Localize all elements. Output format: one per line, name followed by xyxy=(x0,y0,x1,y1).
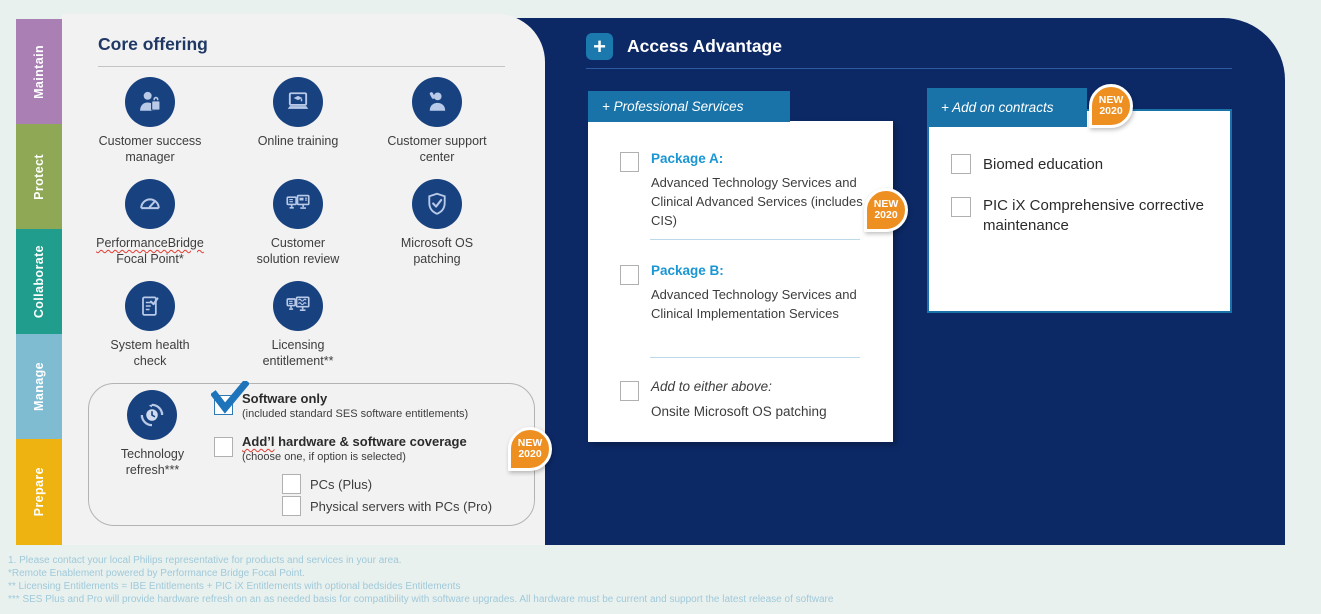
sidebar-label: Manage xyxy=(32,362,46,411)
core-item-online-training xyxy=(232,77,364,149)
sidebar-item-collaborate xyxy=(16,229,62,334)
core-item-label: patching xyxy=(413,252,461,266)
core-item-label: Focal Point* xyxy=(116,252,184,266)
addl-word: Add’l xyxy=(242,434,275,449)
access-advantage-title: Access Advantage xyxy=(627,36,782,56)
core-item-label: check xyxy=(133,354,167,368)
biomed-education-label: Biomed education xyxy=(983,156,1104,173)
plus-icon: + xyxy=(586,33,613,60)
biomed-education-checkbox[interactable] xyxy=(951,154,971,174)
sidebar-item-protect xyxy=(16,124,62,229)
pic-ix-label: PIC iX Comprehensive corrective maintenance xyxy=(983,197,1204,234)
core-item-label: Microsoft OS xyxy=(400,236,474,250)
addl-coverage-label: hardware & software coverage xyxy=(274,434,467,449)
pcs-plus-checkbox[interactable] xyxy=(282,474,301,494)
core-item-label: PerformanceBridge xyxy=(96,236,204,250)
pic-ix-checkbox[interactable] xyxy=(951,197,971,217)
software-only-label: Software only xyxy=(242,391,328,406)
tech-refresh-label: Technology xyxy=(120,447,185,461)
new-2020-badge: NEW 2020 xyxy=(508,427,552,471)
tab-add-on-contracts: + Add on contracts xyxy=(927,88,1087,127)
addl-coverage-checkbox[interactable] xyxy=(214,437,233,457)
tab-professional-services: + Professional Services xyxy=(588,91,790,122)
divider xyxy=(586,68,1232,69)
add-to-either-text: Onsite Microsoft OS patching xyxy=(651,404,827,419)
core-item-customer-support-center xyxy=(371,77,503,165)
core-item-customer-success-manager xyxy=(84,77,216,165)
add-to-either-checkbox[interactable] xyxy=(620,381,639,401)
pcs-plus-label: PCs (Plus) xyxy=(310,477,373,492)
core-item-label: center xyxy=(419,150,455,164)
dual-monitor-icon xyxy=(273,179,323,229)
addl-coverage-sub: (choose one, if option is selected) xyxy=(242,451,406,463)
core-item-label: Customer xyxy=(270,236,326,250)
core-item-customer-solution-review xyxy=(232,179,364,267)
add-to-either-title: Add to either above: xyxy=(651,379,772,394)
person-with-bag-icon xyxy=(125,77,175,127)
core-item-licensing-entitlement xyxy=(232,281,364,369)
divider xyxy=(98,66,505,67)
divider xyxy=(650,239,860,240)
footnote-3: ** Licensing Entitlements = IBE Entitlements + PIC iX Entitlements with optional bedsides Entitlements xyxy=(8,581,461,592)
laptop-graduation-icon xyxy=(273,77,323,127)
tech-refresh-label: refresh*** xyxy=(125,463,180,477)
core-item-microsoft-os-patching xyxy=(371,179,503,267)
new-2020-badge: NEW 2020 xyxy=(1089,84,1133,128)
core-item-label: Licensing xyxy=(271,338,325,352)
core-item-label: Customer support xyxy=(387,134,487,148)
sidebar-label: Maintain xyxy=(32,44,46,99)
footnote-2: *Remote Enablement powered by Performance Bridge Focal Point. xyxy=(8,568,305,579)
person-headset-icon xyxy=(412,77,462,127)
divider xyxy=(650,357,860,358)
core-item-system-health-check xyxy=(84,281,216,369)
package-b-title: Package B: xyxy=(651,263,724,278)
sidebar-label: Protect xyxy=(32,153,46,200)
physical-servers-checkbox[interactable] xyxy=(282,496,301,516)
clipboard-check-icon xyxy=(125,281,175,331)
core-offering-title: Core offering xyxy=(98,34,208,54)
package-a-text: Advanced Technology Services and Clinical Advanced Services (includes CIS) xyxy=(651,175,863,228)
sidebar-label: Prepare xyxy=(32,467,46,517)
sidebar-label: Collaborate xyxy=(32,244,46,319)
software-only-sub: (included standard SES software entitlements) xyxy=(242,408,469,420)
core-item-label: manager xyxy=(125,150,175,164)
gauge-icon xyxy=(125,179,175,229)
sidebar-item-maintain xyxy=(16,19,62,124)
clock-refresh-icon xyxy=(127,390,177,440)
sidebar-item-prepare xyxy=(16,439,62,545)
monitor-waveform-icon xyxy=(273,281,323,331)
footnotes xyxy=(8,554,833,606)
core-item-label: System health xyxy=(110,338,190,352)
package-b-text: Advanced Technology Services and Clinical Implementation Services xyxy=(651,287,857,321)
physical-servers-label: Physical servers with PCs (Pro) xyxy=(310,499,493,514)
core-item-label: solution review xyxy=(256,252,340,266)
new-2020-badge: NEW 2020 xyxy=(864,188,908,232)
package-a-checkbox[interactable] xyxy=(620,152,639,172)
sidebar-item-manage xyxy=(16,334,62,439)
footnote-4: *** SES Plus and Pro will provide hardware refresh on an as needed basis for compatibility with software upgrades. All hardware must be current and support the latest release of software xyxy=(8,594,834,605)
package-b-checkbox[interactable] xyxy=(620,265,639,285)
core-item-label: entitlement** xyxy=(262,354,334,368)
core-item-label: Online training xyxy=(257,134,339,148)
core-item-label: Customer success xyxy=(98,134,202,148)
package-a-title: Package A: xyxy=(651,151,724,166)
shield-check-icon xyxy=(412,179,462,229)
footnote-1: 1. Please contact your local Philips representative for products and services in your area. xyxy=(8,555,402,566)
core-item-performancebridge-focal-point xyxy=(84,179,216,267)
